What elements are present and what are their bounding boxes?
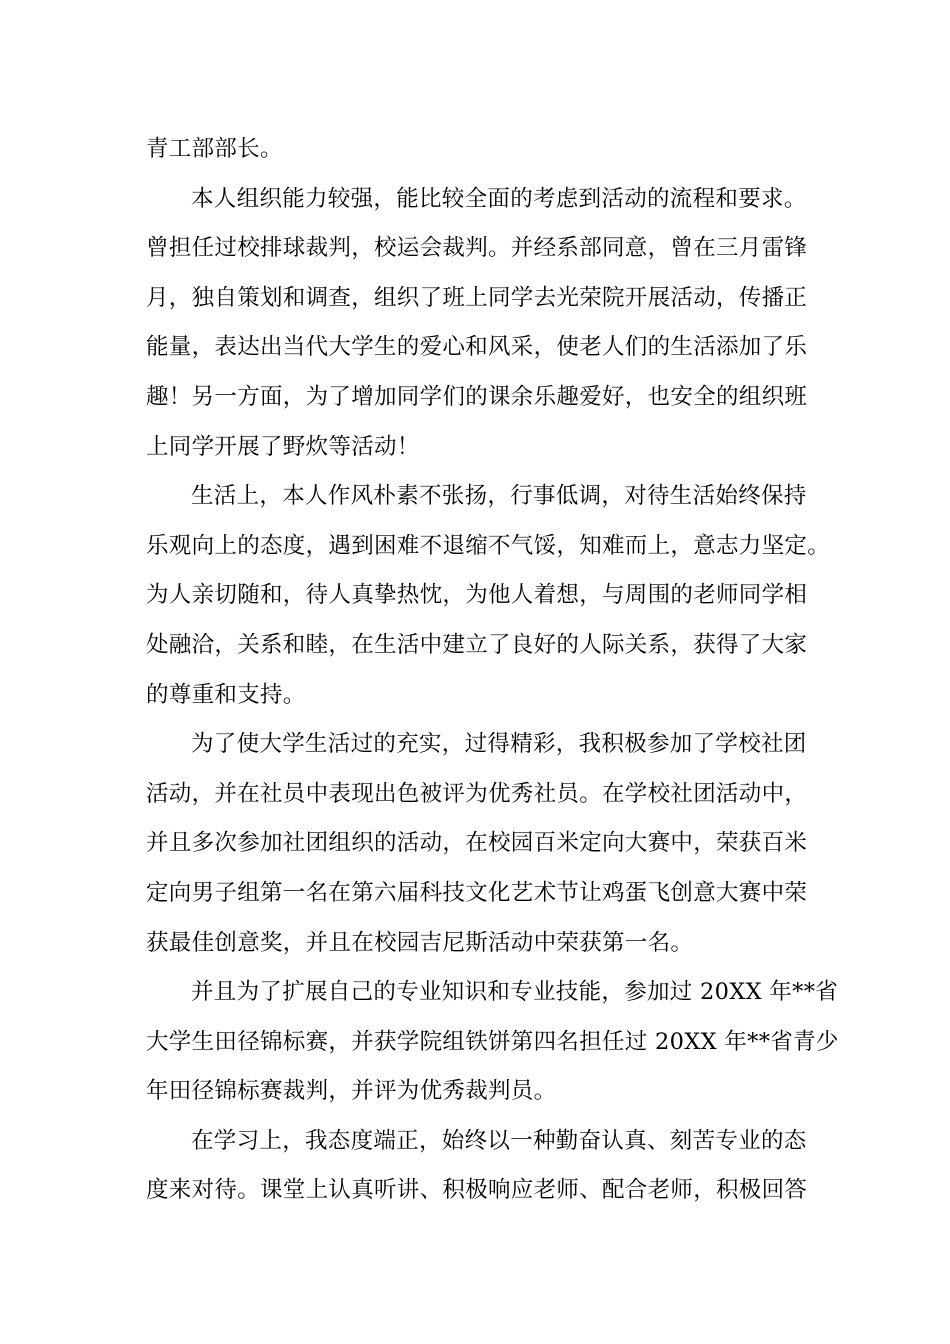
text-line: 曾担任过校排球裁判，校运会裁判。并经系部同意，曾在三月雷锋 <box>146 235 808 262</box>
text-line: 本人组织能力较强，能比较全面的考虑到活动的流程和要求。 <box>191 185 807 212</box>
text-line: 乐观向上的态度，遇到困难不退缩不气馁，知难而上，意志力坚定。 <box>146 532 831 559</box>
body-text <box>146 125 839 1216</box>
text-line: 年田径锦标赛裁判，并评为优秀裁判员。 <box>146 1078 557 1105</box>
text-line: 生活上，本人作风朴素不张扬，行事低调，对待生活始终保持 <box>191 483 807 510</box>
text-line: 上同学开展了野炊等活动！ <box>146 433 420 460</box>
text-line: 青工部部长。 <box>146 136 283 162</box>
text-line: 定向男子组第一名在第六届科技文化艺术节让鸡蛋飞创意大赛中荣 <box>146 879 808 906</box>
text-line: 大学生田径锦标赛，并获学院组铁饼第四名担任过 20XX 年**省青少 <box>146 1028 839 1055</box>
text-line: 能量，表达出当代大学生的爱心和风采，使老人们的生活添加了乐 <box>146 334 808 361</box>
text-line: 处融洽，关系和睦，在生活中建立了良好的人际关系，获得了大家 <box>146 631 808 658</box>
text-line: 活动，并在社员中表现出色被评为优秀社员。在学校社团活动中， <box>146 780 808 807</box>
text-line: 趣！另一方面，为了增加同学们的课余乐趣爱好，也安全的组织班 <box>146 383 808 410</box>
text-line: 获最佳创意奖，并且在校园吉尼斯活动中荣获第一名。 <box>146 929 694 956</box>
text-line: 度来对待。课堂上认真听讲、积极响应老师、配合老师，积极回答 <box>146 1177 808 1204</box>
text-line: 为了使大学生活过的充实，过得精彩，我积极参加了学校社团 <box>191 731 807 758</box>
text-line: 在学习上，我态度端正，始终以一种勤奋认真、刻苦专业的态 <box>191 1127 807 1154</box>
text-line: 并且多次参加社团组织的活动，在校园百米定向大赛中，荣获百米 <box>146 830 808 857</box>
text-line: 的尊重和支持。 <box>146 681 306 708</box>
text-line: 月，独自策划和调查，组织了班上同学去光荣院开展活动，传播正 <box>146 284 808 311</box>
text-line: 为人亲切随和，待人真挚热忱，为他人着想，与周围的老师同学相 <box>146 582 808 609</box>
text-line: 并且为了扩展自己的专业知识和专业技能，参加过 20XX 年**省 <box>191 979 839 1006</box>
